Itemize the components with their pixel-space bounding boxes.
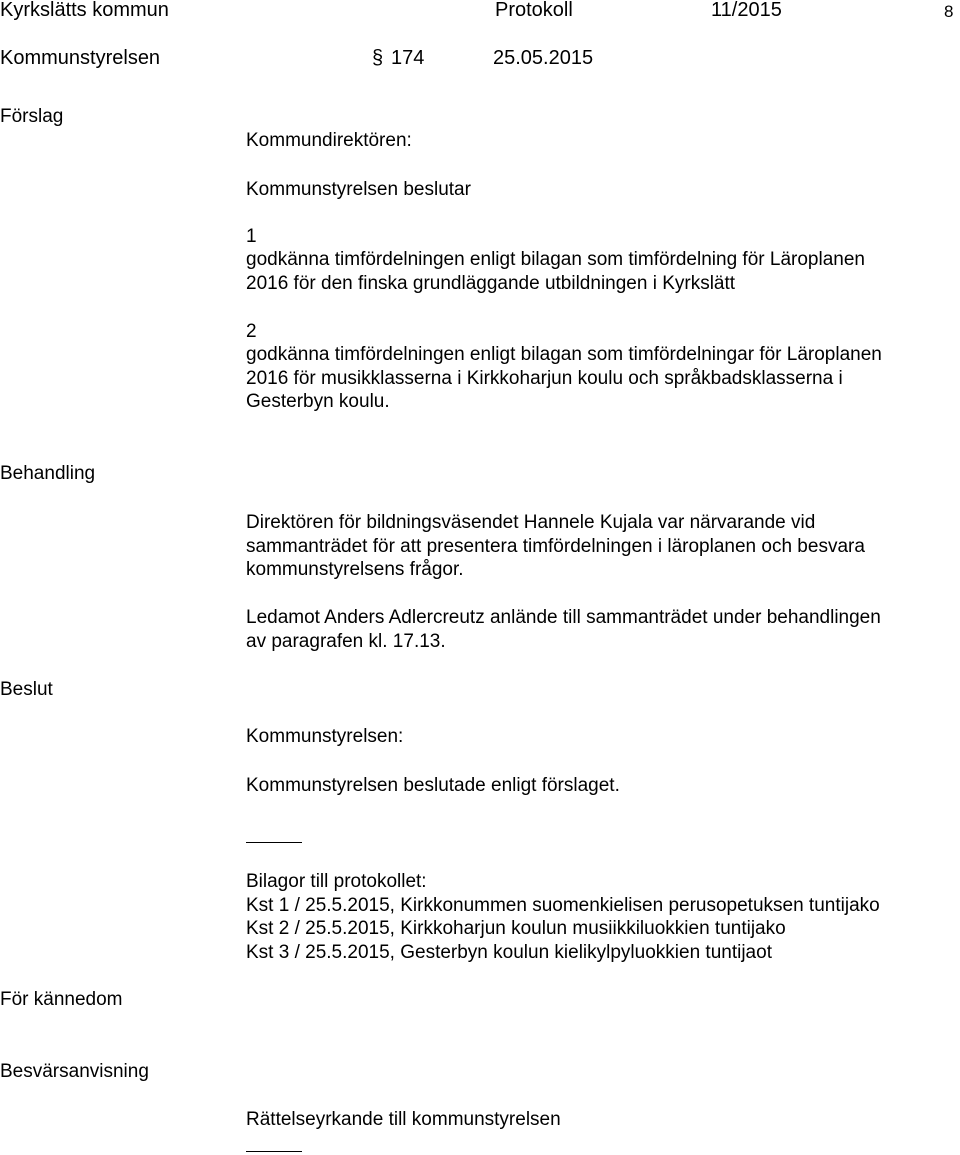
forslag-intro: Kommunstyrelsen beslutar: [246, 179, 471, 200]
behandling-paragraph-1: [246, 511, 865, 582]
section-label-for-kannedom: För kännedom: [0, 989, 123, 1010]
text-line: Gesterbyn koulu.: [246, 391, 390, 412]
section-number: 174: [391, 47, 425, 69]
meeting-date: 25.05.2015: [493, 47, 594, 69]
behandling-paragraph-2: [246, 606, 881, 653]
proposal-item-1-text: [246, 248, 865, 295]
text-line: Ledamot Anders Adlercreutz anlände till sammanträdet under behandlingen: [246, 607, 881, 628]
attachments-list: [246, 870, 880, 964]
attachments-heading: Bilagor till protokollet:: [246, 871, 427, 892]
text-line: Direktören för bildningsväsendet Hannele Kujala var närvarande vid: [246, 512, 816, 533]
proposal-item-1-number: 1: [246, 226, 257, 247]
text-line: 2016 för den finska grundläggande utbildningen i Kyrkslätt: [246, 272, 736, 294]
text-line: sammanträdet för att presentera timfördelningen i läroplanen och besvara: [246, 535, 865, 557]
municipality-name: Kyrkslätts kommun: [0, 0, 169, 21]
section-label-forslag: Förslag: [0, 106, 64, 127]
text-line: 2016 för musikklasserna i Kirkkoharjun koulu och språkbadsklasserna i: [246, 367, 843, 389]
attachment-item: Kst 2 / 25.5.2015, Kirkkoharjun koulun musiikkiluokkien tuntijako: [246, 918, 786, 939]
document-type: Protokoll: [495, 0, 573, 21]
separator-rule: [246, 1151, 302, 1152]
proposal-item-2-number: 2: [246, 321, 257, 342]
protocol-number: 11/2015: [711, 0, 782, 21]
attachment-item: Kst 3 / 25.5.2015, Gesterbyn koulun kielikylpyluokkien tuntijaot: [246, 941, 772, 963]
section-label-besvarsanvisning: Besvärsanvisning: [0, 1061, 149, 1082]
governing-body: Kommunstyrelsen: [0, 47, 161, 69]
text-line: kommunstyrelsens frågor.: [246, 559, 464, 580]
appeal-instruction: Rättelseyrkande till kommunstyrelsen: [246, 1109, 561, 1130]
text-line: av paragrafen kl. 17.13.: [246, 630, 446, 652]
beslut-decision: Kommunstyrelsen beslutade enligt förslaget.: [246, 775, 620, 796]
section-label-beslut: Beslut: [0, 679, 53, 700]
separator-rule: [246, 842, 302, 843]
page-number: 8: [944, 2, 954, 21]
proposal-item-2-text: [246, 343, 882, 414]
forslag-presenter: Kommundirektören:: [246, 130, 412, 151]
beslut-presenter: Kommunstyrelsen:: [246, 726, 404, 747]
section-mark: §: [372, 47, 384, 69]
text-line: godkänna timfördelningen enligt bilagan som timfördelningar för Läroplanen: [246, 344, 882, 365]
attachment-item: Kst 1 / 25.5.2015, Kirkkonummen suomenkielisen perusopetuksen tuntijako: [246, 894, 880, 916]
section-label-behandling: Behandling: [0, 463, 96, 484]
text-line: godkänna timfördelningen enligt bilagan som timfördelning för Läroplanen: [246, 249, 865, 270]
